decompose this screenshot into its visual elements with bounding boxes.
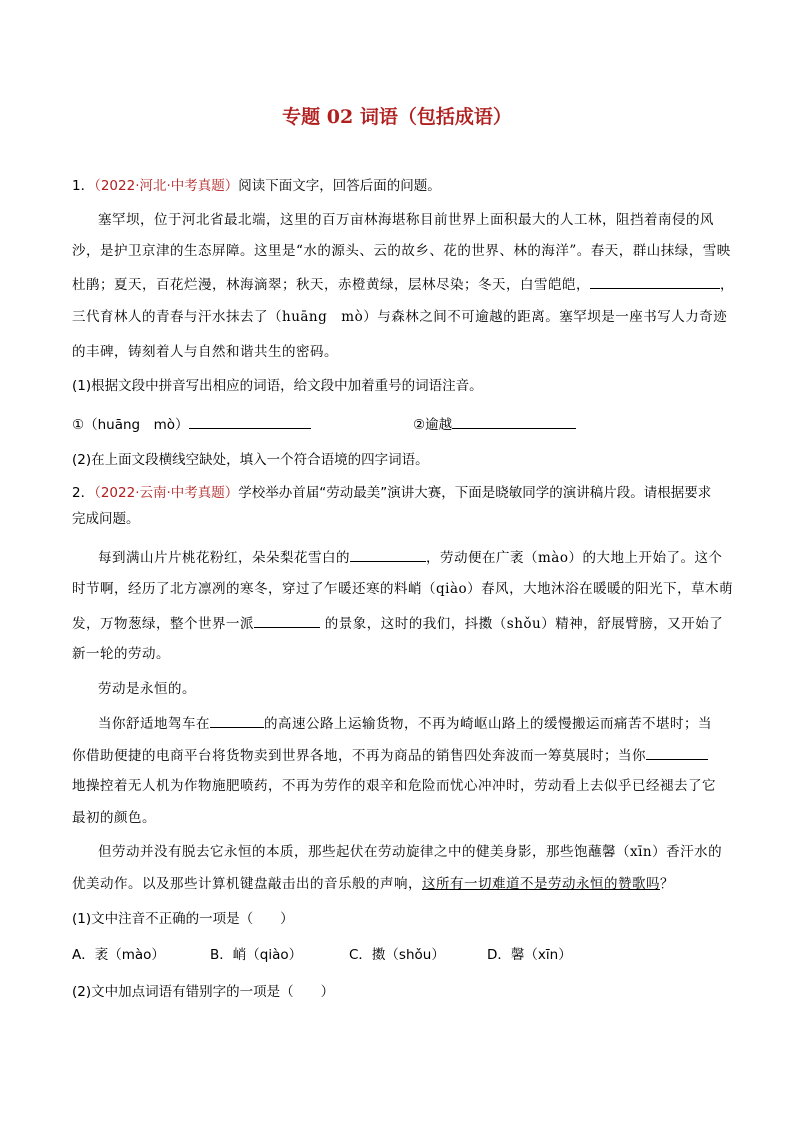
q1-source: 2022·河北·中考真题: [100, 178, 225, 194]
q2-p3-line-1a: 当你舒适地驾车在: [98, 716, 210, 732]
q1-passage-line-3-end: ，: [720, 277, 734, 293]
q1-passage-line-2: 沙，是护卫京津的生态屏障。这里是“水的源头、云的故乡、花的世界、林的海洋”。春天，群山抹绿，雪映: [72, 243, 731, 259]
q2-sub-question-1: (1)文中注音不正确的一项是（ ）: [72, 911, 294, 927]
q2-p3-line-2: [72, 745, 724, 765]
q1-passage-line-5: 的丰碑，铸刻着人与自然和谐共生的密码。: [72, 344, 338, 360]
q2-p2: 劳动是永恒的。: [98, 681, 196, 697]
q1-answer-1: [72, 414, 311, 434]
q2-p3-line-1: [98, 713, 724, 733]
q1-sub-question-2: (2)在上面文段横线空缺处，填入一个符合语境的四字词语。: [72, 452, 429, 468]
q2-source-close: ）: [224, 485, 239, 501]
q2-p1-line-2: 时节啊，经历了北方凛冽的寒冬，穿过了乍暖还寒的料峭（qiào）春风，大地沐浴在暖暖的阳光下，草木萌: [72, 581, 734, 597]
q2-header: [72, 484, 724, 502]
q2-sub-question-2: (2)文中加点词语有错别字的一项是（ ）: [72, 984, 335, 1000]
q2-source-open: （: [94, 485, 101, 501]
q2-p3-line-1b: 的高速公路上运输货物，不再为崎岖山路上的缓慢搬运而痛苦不堪时；当: [264, 716, 712, 732]
q1-prompt: 阅读下面文字，回答后面的问题。: [238, 178, 441, 194]
q1-sub-question-1: (1)根据文段中拼音写出相应的词语，给文段中加着重号的词语注音。: [72, 378, 483, 394]
q1-answer-2-label: ②逾越: [413, 417, 453, 433]
q2-p4-line-2c: ？: [660, 876, 674, 892]
q2-p1-line-1a: 每到满山片片桃花粉红，朵朵梨花雪白的: [98, 550, 350, 566]
q1-passage-line-4: 三代育林人的青春与汗水抹去了（huāng mò）与森林之间不可逾越的距离。塞罕坝是一座书写人力奇迹: [72, 309, 728, 325]
q2-p4-line-1: 但劳动并没有脱去它永恒的本质，那些起伏在劳动旋律之中的健美身影，那些饱蘸馨（xīn）香汗水的: [98, 844, 723, 860]
q2-option-d[interactable]: D．馨（xīn）: [487, 947, 572, 963]
q2-number: 2．: [72, 485, 95, 501]
q2-option-b[interactable]: B．峭（qiào）: [210, 947, 303, 963]
q1-passage-line-3-text: 杜鹃；夏天，百花烂漫，林海滴翠；秋天，赤橙黄绿，层林尽染；冬天，白雪皑皑，: [72, 277, 590, 293]
q2-p1-line-3: [72, 613, 724, 633]
q2-prompt-a: 学校举办首届“劳动最美”演讲大赛，下面是晓敏同学的演讲稿片段。请根据要求: [238, 485, 712, 501]
q1-answer-2: [413, 414, 576, 434]
q2-p4-line-2a: 优美动作。以及那些计算机键盘敲击出的音乐般的声响，: [72, 876, 422, 892]
q1-fill-blank[interactable]: [590, 274, 720, 289]
q2-p1-line-4: 新一轮的劳动。: [72, 646, 170, 662]
q1-passage-line-3: [72, 274, 734, 294]
q2-blank-3[interactable]: [210, 713, 264, 728]
q1-passage-line-1: 塞罕坝，位于河北省最北端，这里的百万亩林海堪称目前世界上面积最大的人工林，阻挡着南侵的风: [98, 212, 714, 228]
q2-p3-line-2a: 你借助便捷的电商平台将货物卖到世界各地，不再为商品的销售四处奔波而一筹莫展时；当你: [72, 748, 646, 764]
q2-option-a[interactable]: A．袤（mào）: [72, 947, 165, 963]
page-title: 专题 02 词语（包括成语）: [282, 106, 512, 128]
q2-source: 2022·云南·中考真题: [100, 485, 225, 501]
q2-blank-4[interactable]: [646, 745, 708, 760]
q1-answer-2-blank[interactable]: [452, 414, 576, 429]
q1-source-close: ）: [224, 178, 239, 194]
q2-p3-line-4: 最初的颜色。: [72, 810, 156, 826]
q1-number: 1．: [72, 178, 95, 194]
q2-p1-line-3b: 的景象，这时的我们，抖擞（shǒu）精神，舒展臂膀，又开始了: [320, 616, 724, 632]
q2-p1-line-3a: 发，万物葱绿，整个世界一派: [72, 616, 254, 632]
q2-blank-1[interactable]: [350, 547, 426, 562]
q2-blank-2[interactable]: [254, 613, 320, 628]
q2-option-c[interactable]: C．擞（shǒu）: [349, 947, 445, 963]
q2-p1-line-1b: ，劳动便在广袤（mào）的大地上开始了。这个: [426, 550, 723, 566]
q2-underlined-sentence: 这所有一切难道不是劳动永恒的赞歌吗: [422, 876, 660, 892]
q1-answer-1-label: ①（huāng mò）: [72, 417, 189, 433]
q2-prompt-b: 完成问题。: [72, 511, 140, 527]
q1-header: [72, 177, 724, 195]
q2-p4-line-2: [72, 875, 724, 893]
q2-p3-line-3: 地操控着无人机为作物施肥喷药，不再为劳作的艰辛和危险而忧心冲冲时，劳动看上去似乎已经褪去了它: [72, 778, 716, 794]
q1-answer-1-blank[interactable]: [189, 414, 311, 429]
q1-source-open: （: [94, 178, 101, 194]
q2-p1-line-1: [98, 547, 724, 567]
